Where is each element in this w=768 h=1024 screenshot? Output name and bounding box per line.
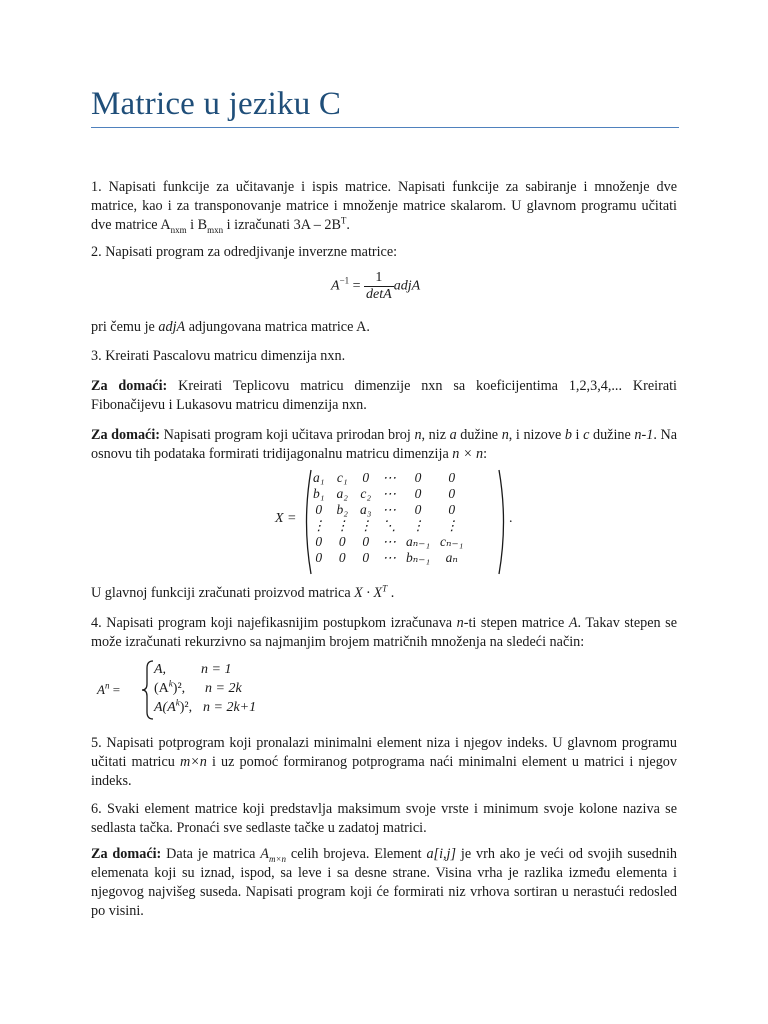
- matrix-power-formula: [91, 660, 677, 720]
- matrix-end: .: [509, 511, 513, 526]
- homework-3: Za domaći: Data je matrica $A_{m\times n}$ celih brojeva. Element a[i,j] je vrh ako je veći od svojih susednih elemenata koji su iznad, ispod, sa leve i sa desne strane. Visina vrha je razlika između elementa i njegovog najvišeg suseda. Napisati program koji će formirati niz vrhova sortiran u nerastući redosled po visini.: [91, 846, 677, 919]
- task-1: 1. Napisati funkcije za učitavanje i ispis matrice. Napisati funkcije za sabiranje i množenje dve matrice, kao i za transponovanje matrice i množenje matrice skalarom. U glavnom programu učitati dve matrice $A_{nxm}$ i $B_{mxn}$ i izračunati $3A - 2B^T$.: [91, 179, 677, 235]
- matrix-cell: 0: [338, 534, 346, 549]
- matrix-lhs: X =: [275, 511, 297, 526]
- matrix-cell: 0: [448, 486, 456, 501]
- matrix-cell: ⋮: [444, 518, 459, 533]
- matrix-cell: 0: [362, 534, 370, 549]
- task-3: 3. Kreirati Pascalovu matricu dimenzija nxn.: [91, 348, 346, 364]
- matrix-cell: ⋯: [382, 470, 396, 485]
- task-2-note: pri čemu je adjA adjungovana matrica matrice A.: [91, 319, 370, 335]
- matrix-row: [307, 534, 468, 550]
- matrix-cell: 0: [315, 550, 323, 565]
- matrix-cell: ⋯: [382, 534, 396, 549]
- power-case-2: $(A^k)^2$,: [154, 678, 186, 696]
- matrix-row: [307, 550, 468, 566]
- matrix-row: [307, 502, 468, 518]
- matrix-cell: aₙ: [445, 550, 458, 565]
- matrix-cell: ⋱: [382, 518, 396, 533]
- matrix-cell: ⋯: [382, 486, 396, 501]
- tridiagonal-matrix: [91, 468, 677, 576]
- matrix-cell: 0: [414, 502, 422, 517]
- homework-1: Za domaći: Kreirati Teplicovu matricu dimenzije nxn sa koeficijentima 1,2,3,4,... Kreirati Fibonačijevu i Lukasovu matricu dimenzija nxn.: [91, 378, 677, 413]
- matrix-cell: 0: [362, 470, 370, 485]
- matrix-cell: a₁: [313, 470, 325, 485]
- matrix-cell: aₙ₋₁: [406, 534, 431, 549]
- matrix-cell: 0: [448, 470, 456, 485]
- title-underline: [91, 127, 679, 128]
- power-case-2-cond: n = 2k: [205, 681, 242, 696]
- matrix-cell: 0: [315, 502, 323, 517]
- page-title: Matrice u jeziku C: [91, 86, 342, 122]
- matrix-cell: c₂: [360, 486, 372, 501]
- matrix-cell: ⋯: [382, 550, 396, 565]
- matrix-row: [307, 486, 468, 502]
- power-case-1: A,: [154, 662, 167, 677]
- matrix-cell: 0: [448, 502, 456, 517]
- matrix-cell: b₁: [313, 486, 325, 501]
- homework-2: Za domaći: Napisati program koji učitava prirodan broj n, niz a dužine n, i nizove b i c dužine n-1. Na osnovu tih podataka formirati tridijagonalnu matricu dimenzija n × n:: [91, 427, 677, 462]
- matrix-cell: cₙ₋₁: [440, 534, 464, 549]
- matrix-cell: ⋮: [411, 518, 425, 533]
- matrix-row: [307, 518, 468, 534]
- matrix-cell: 0: [315, 534, 323, 549]
- task-2: 2. Napisati program za odredjivanje inverzne matrice:: [91, 244, 398, 260]
- matrix-cell: bₙ₋₁: [406, 550, 431, 565]
- power-case-1-cond: n = 1: [201, 662, 232, 677]
- matrix-row: [307, 470, 468, 486]
- power-brace: [141, 660, 155, 720]
- matrix-cell: 0: [338, 550, 346, 565]
- matrix-cell: ⋮: [312, 518, 326, 533]
- task-4: 4. Napisati program koji najefikasnijim postupkom izračunava n-ti stepen matrice A. Takav stepen se može izračunati rekurzivno sa najmanjim brojem matričnih množenja na sledeći način:: [91, 615, 677, 650]
- homework-2-product: U glavnoj funkciji zračunati proizvod matrica $X \cdot X^T$ .: [91, 583, 395, 601]
- matrix-cell: ⋮: [335, 518, 349, 533]
- matrix-cell: a₃: [360, 502, 372, 517]
- matrix-cell: 0: [414, 470, 422, 485]
- matrix-right-paren: [497, 468, 509, 576]
- matrix-cell: a₂: [336, 486, 348, 501]
- matrix-cell: ⋯: [382, 502, 396, 517]
- matrix-cell: 0: [362, 550, 370, 565]
- inverse-matrix-formula: $A^{-1}$ = $\frac{1}{\det A}$ adjA: [331, 270, 421, 302]
- matrix-cell: ⋮: [359, 518, 373, 533]
- power-lhs: $A^n$ =: [97, 680, 121, 697]
- task-5: 5. Napisati potprogram koji pronalazi minimalni element niza i njegov indeks. U glavnom programu učitati matricu m×n i uz pomoć formiranog potprograma naći minimalni element u matrici i njegov indeks.: [91, 735, 677, 789]
- matrix-table: [307, 470, 468, 566]
- power-case-3: $A(A^k)^2$,: [154, 697, 193, 715]
- matrix-cell: b₂: [336, 502, 348, 517]
- matrix-cell: 0: [414, 486, 422, 501]
- task-6: 6. Svaki element matrice koji predstavlja maksimum svoje vrste i minimum svoje kolone naziva se sedlasta tačka. Pronaći sve sedlaste tačke u zadatoj matrici.: [91, 801, 677, 836]
- matrix-cell: c₁: [336, 470, 348, 485]
- power-case-3-cond: n = 2k+1: [203, 700, 257, 715]
